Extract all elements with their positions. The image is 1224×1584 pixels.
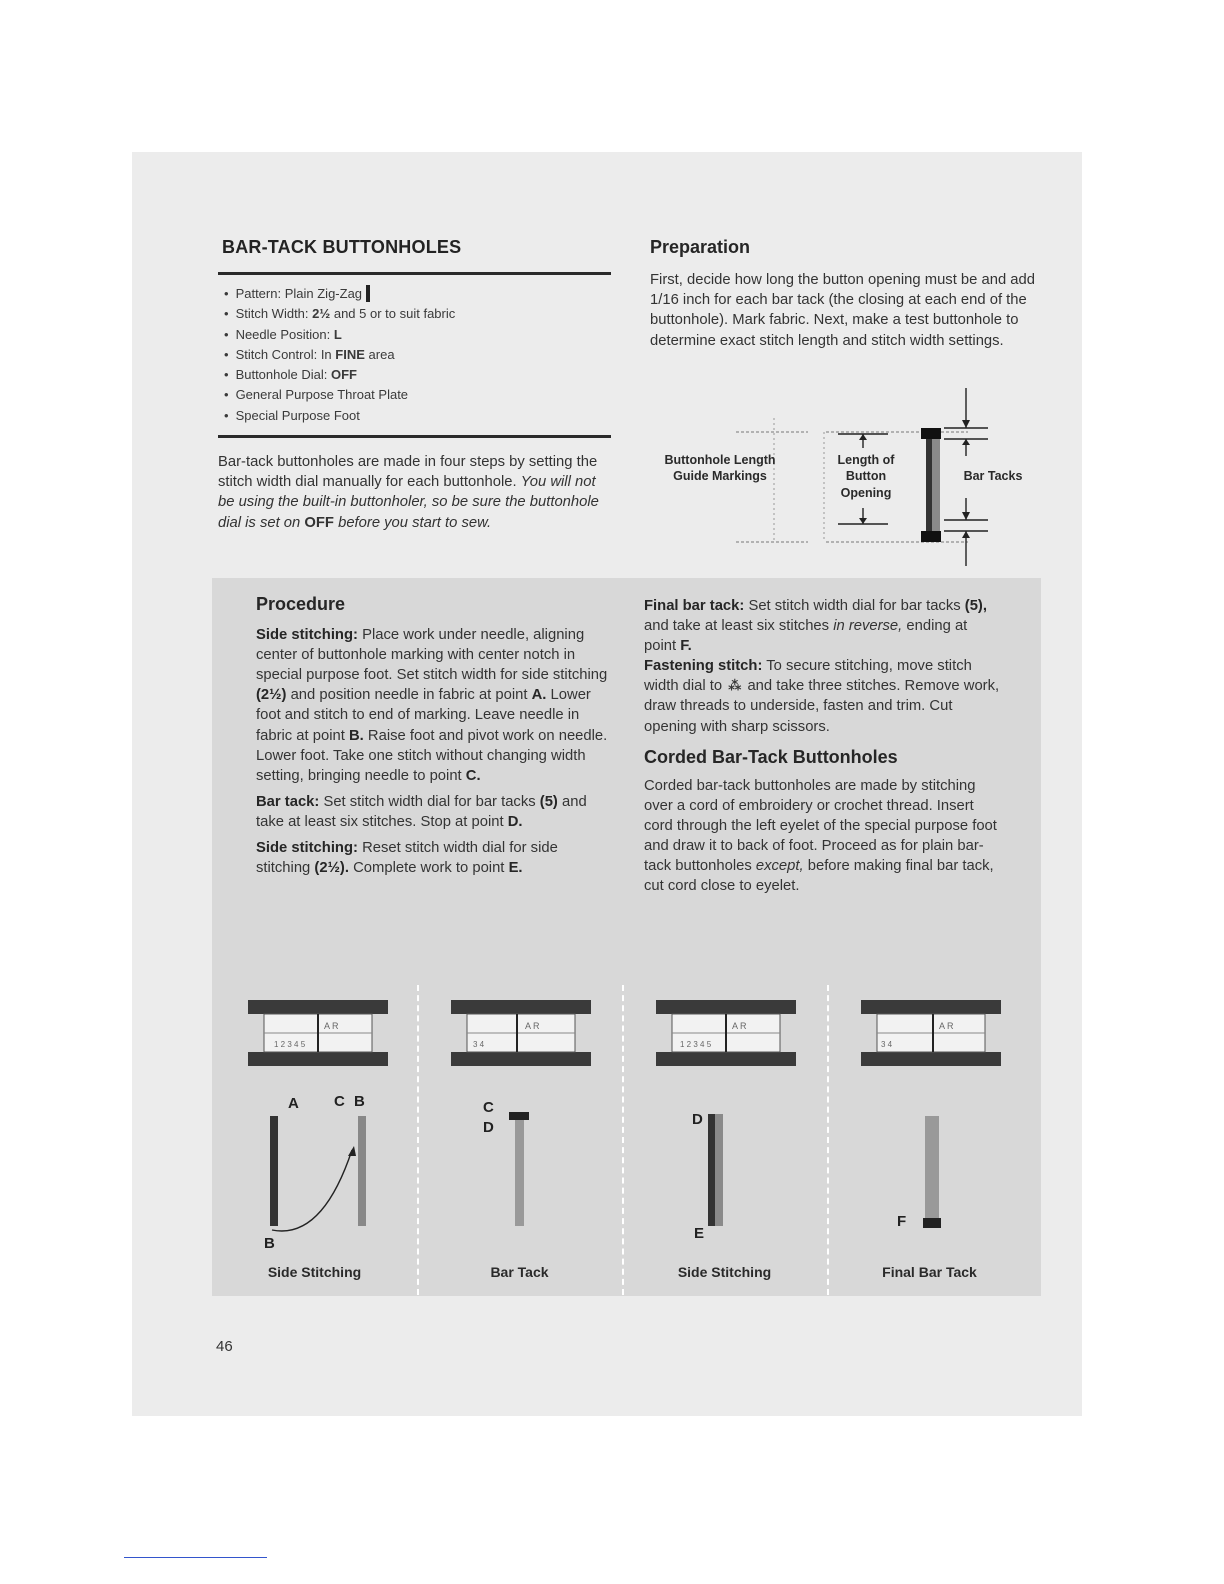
point-label: B [354, 1093, 365, 1110]
fastening-symbol-icon: ⁂ [728, 678, 742, 694]
presser-foot-illustration [417, 990, 622, 1260]
figure-caption: Bar Tack [490, 1264, 549, 1280]
settings-list [224, 284, 455, 426]
dial-bottom-label: 3 4 [881, 1040, 893, 1049]
presser-foot-illustration [827, 990, 1032, 1260]
bar-tack-step: Bar tack: Set stitch width dial for bar tacks (5) and take at least six stitches. Stop at point D. [256, 793, 587, 830]
point-label: C [334, 1093, 345, 1110]
fastening-step: Fastening stitch: To secure stitching, move stitch width dial to ⁂ and take three stitches. Remove work, draw threads to underside, fasten and trim. Cut opening with sharp scissors. [644, 658, 1000, 735]
section-title: BAR-TACK BUTTONHOLES [222, 237, 462, 257]
corded-text: Corded bar-tack buttonholes are made by stitching over a cord of embroidery or crochet thread. Insert cord through the left eyelet of the special purpose foot and draw it to back of foot. Proceed as for plain bar-tack buttonholes except, before making final bar tack, cut cord close to eyelet. [644, 777, 997, 895]
spec-control: • Stitch Control: In FINE area [224, 345, 455, 365]
figure-side-stitching-2 [622, 990, 827, 1290]
presser-foot-illustration [212, 990, 417, 1260]
bar-tacks-label: Bar Tacks [963, 469, 1023, 483]
button-opening-label: Length of Button Opening [837, 453, 895, 500]
zigzag-pattern-icon [366, 285, 370, 302]
footer-link-underline [124, 1557, 267, 1558]
presser-foot-illustration [622, 990, 827, 1260]
spec-needle: • Needle Position: L [224, 325, 455, 345]
procedure-column [256, 594, 612, 884]
spec-dial: • Buttonhole Dial: OFF [224, 365, 455, 385]
dial-top-label: A R [324, 1021, 339, 1031]
dial-bottom-label: 3 4 [473, 1040, 485, 1049]
side-stitching-step-1: Side stitching: Place work under needle, aligning center of buttonhole marking with center notch in special purpose foot. Set stitch width for side stitching (2½) and position needle in fabric at point A. Lower foot and stitch to end of marking. Leave needle in fabric at point B. Raise foot and pivot work on needle. Lower foot. Take one stitch without changing width setting, bringing needle to point C. [256, 627, 608, 784]
spec-plate: • General Purpose Throat Plate [224, 385, 455, 405]
intro-paragraph: Bar-tack buttonholes are made in four steps by setting the stitch width dial manually for each buttonhole. You will not be using the built-in buttonholer, so be sure the buttonhole dial is set on OFF before you start to sew. [218, 454, 599, 531]
page-number: 46 [216, 1338, 233, 1355]
dial-bottom-label: 1 2 3 4 5 [680, 1040, 712, 1049]
point-label: C [483, 1099, 494, 1116]
dial-top-label: A R [732, 1021, 747, 1031]
dial-top-label: A R [939, 1021, 954, 1031]
guide-markings-label: Buttonhole Length Guide Markings [664, 453, 776, 484]
figure-caption: Final Bar Tack [882, 1264, 977, 1280]
dial-bottom-label: 1 2 3 4 5 [274, 1040, 306, 1049]
point-label: D [483, 1119, 494, 1136]
corded-heading: Corded Bar-Tack Buttonholes [644, 746, 898, 767]
final-column [644, 596, 1002, 902]
point-label: D [692, 1111, 703, 1128]
spec-pattern: • Pattern: Plain Zig-Zag [224, 284, 455, 304]
figure-caption: Side Stitching [267, 1264, 362, 1280]
point-label: F [897, 1213, 907, 1230]
top-rule [218, 272, 611, 275]
figure-bar-tack [417, 990, 622, 1290]
spec-width: • Stitch Width: 2½ and 5 or to suit fabric [224, 304, 455, 324]
final-bar-tack-step: Final bar tack: Set stitch width dial for bar tacks (5), and take at least six stitches in reverse, ending at point F. [644, 598, 987, 655]
point-label: E [694, 1225, 705, 1242]
procedure-heading: Procedure [256, 594, 346, 614]
figure-caption: Side Stitching [677, 1264, 772, 1280]
point-label: A [288, 1095, 299, 1112]
preparation-heading: Preparation [650, 237, 751, 257]
figure-final-bar-tack [827, 990, 1032, 1290]
spec-foot: • Special Purpose Foot [224, 406, 455, 426]
preparation-text: First, decide how long the button opening must be and add 1/16 inch for each bar tack (the closing at each end of the buttonhole). Mark fabric. Next, make a test buttonhole to determine exact stitch length and stitch width settings. [650, 272, 1035, 349]
bottom-rule [218, 435, 611, 438]
figure-side-stitching-1 [212, 990, 417, 1290]
dial-top-label: A R [525, 1021, 540, 1031]
side-stitching-step-2: Side stitching: Reset stitch width dial for side stitching (2½). Complete work to point E. [256, 840, 558, 877]
point-label: B [264, 1235, 275, 1252]
